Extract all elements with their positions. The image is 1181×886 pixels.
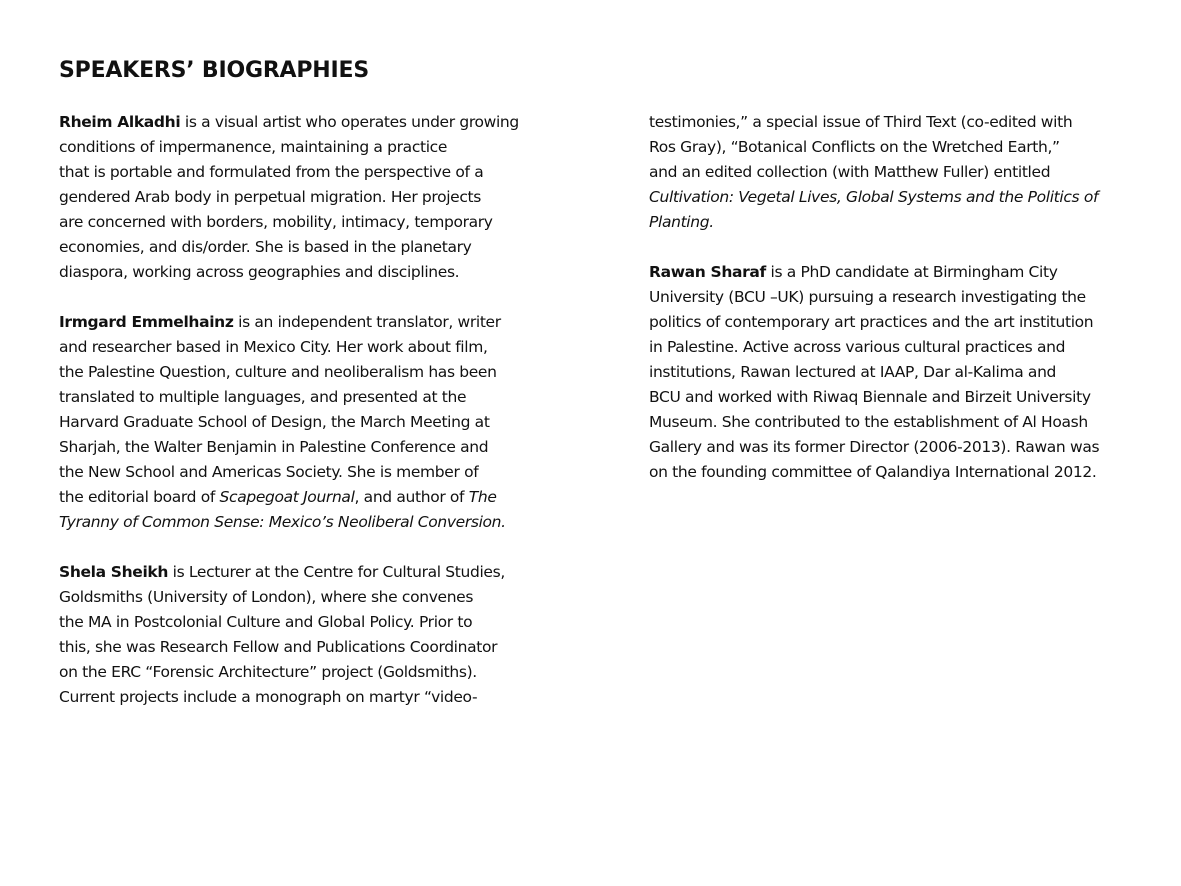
bio-irmgard-emmelhainz [59, 310, 559, 535]
bio-line: are concerned with borders, mobility, intimacy, temporary [59, 213, 493, 231]
bio-text: the editorial board of [59, 488, 220, 506]
bio-line: Current projects include a monograph on martyr “video- [59, 688, 478, 706]
bio-shela-sheikh [59, 560, 559, 710]
bio-line: Gallery and was its former Director (2006-2013). Rawan was [649, 438, 1100, 456]
bio-line [59, 560, 559, 585]
bio-line [59, 510, 559, 535]
bio-line: translated to multiple languages, and presented at the [59, 388, 467, 406]
speaker-name: Irmgard Emmelhainz [59, 313, 234, 331]
speaker-name: Shela Sheikh [59, 563, 169, 581]
bio-line: the Palestine Question, culture and neoliberalism has been [59, 363, 497, 381]
bio-text: is a PhD candidate at Birmingham City [765, 263, 1058, 281]
bio-line: and an edited collection (with Matthew Fuller) entitled [649, 163, 1051, 181]
bio-line: diaspora, working across geographies and disciplines. [59, 263, 460, 281]
page-title: SPEAKERS’ BIOGRAPHIES [59, 58, 369, 83]
book-title: The [468, 488, 497, 506]
bio-line [649, 185, 1149, 210]
bio-line: on the ERC “Forensic Architecture” project (Goldsmiths). [59, 663, 477, 681]
paragraph-gap [59, 285, 559, 310]
left-column [59, 110, 559, 710]
bio-line: institutions, Rawan lectured at IAAP, Dar al-Kalima and [649, 363, 1057, 381]
bio-line: conditions of impermanence, maintaining a practice [59, 138, 448, 156]
journal-title: Scapegoat Journal [219, 488, 355, 506]
bio-line: gendered Arab body in perpetual migration. Her projects [59, 188, 481, 206]
bio-line: politics of contemporary art practices and the art institution [649, 313, 1094, 331]
book-title: Tyranny of Common Sense: Mexico’s Neoliberal Conversion. [59, 513, 506, 531]
bio-line: University (BCU –UK) pursuing a research investigating the [649, 288, 1086, 306]
bio-line: Harvard Graduate School of Design, the March Meeting at [59, 413, 490, 431]
book-title: Planting. [649, 213, 714, 231]
bio-line: the MA in Postcolonial Culture and Global Policy. Prior to [59, 613, 473, 631]
bio-line: that is portable and formulated from the perspective of a [59, 163, 484, 181]
bio-line: the New School and Americas Society. She is member of [59, 463, 479, 481]
bio-line [649, 260, 1149, 285]
bio-line: on the founding committee of Qalandiya International 2012. [649, 463, 1097, 481]
bio-shela-sheikh-continued [649, 110, 1149, 235]
bio-text: , and author of [354, 488, 469, 506]
right-column [649, 110, 1149, 485]
bio-line [649, 210, 1149, 235]
book-title: Cultivation: Vegetal Lives, Global Systems and the Politics of [649, 188, 1099, 206]
bio-line [59, 110, 559, 135]
bio-line: BCU and worked with Riwaq Biennale and Birzeit University [649, 388, 1091, 406]
bio-rawan-sharaf [649, 260, 1149, 485]
bio-line: Goldsmiths (University of London), where she convenes [59, 588, 474, 606]
bio-rheim-alkadhi [59, 110, 559, 285]
bio-line: this, she was Research Fellow and Publications Coordinator [59, 638, 498, 656]
bio-line: economies, and dis/order. She is based in the planetary [59, 238, 472, 256]
bio-line: Ros Gray), “Botanical Conflicts on the Wretched Earth,” [649, 138, 1060, 156]
bio-line: in Palestine. Active across various cultural practices and [649, 338, 1066, 356]
bio-line: Museum. She contributed to the establishment of Al Hoash [649, 413, 1088, 431]
bio-line: testimonies,” a special issue of Third Text (co-edited with [649, 113, 1073, 131]
bio-text: is an independent translator, writer [233, 313, 501, 331]
bio-text: is a visual artist who operates under growing [180, 113, 519, 131]
bio-text: is Lecturer at the Centre for Cultural Studies, [168, 563, 505, 581]
bio-line [59, 485, 559, 510]
bio-line: and researcher based in Mexico City. Her work about film, [59, 338, 488, 356]
paragraph-gap [649, 235, 1149, 260]
speaker-name: Rheim Alkadhi [59, 113, 181, 131]
bio-line: Sharjah, the Walter Benjamin in Palestine Conference and [59, 438, 489, 456]
speaker-name: Rawan Sharaf [649, 263, 766, 281]
bio-line [59, 310, 559, 335]
paragraph-gap [59, 535, 559, 560]
